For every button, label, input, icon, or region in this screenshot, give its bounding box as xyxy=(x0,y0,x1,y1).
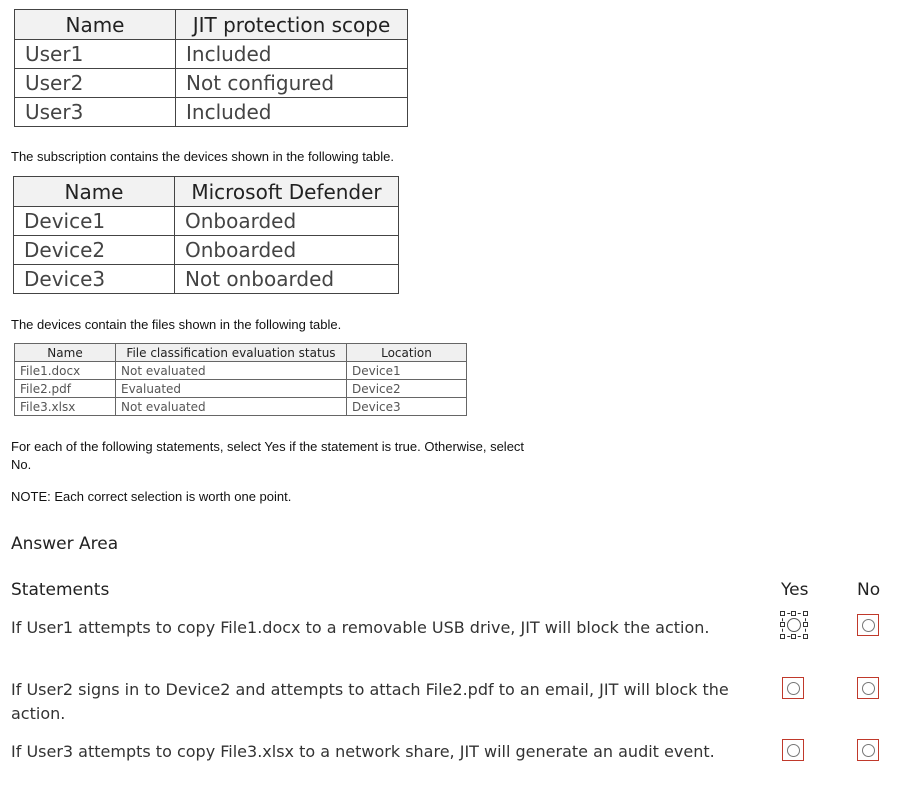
statement-1-yes-radio[interactable] xyxy=(780,611,808,639)
statement-2-no-radio[interactable] xyxy=(857,677,879,699)
column-header: Name xyxy=(15,344,116,362)
table-cell: Not evaluated xyxy=(116,362,347,380)
table-cell: Device2 xyxy=(14,236,175,265)
table-row xyxy=(14,236,399,265)
table-row xyxy=(14,265,399,294)
no-header: No xyxy=(857,580,881,600)
table-cell: Not onboarded xyxy=(175,265,399,294)
table-cell: Included xyxy=(176,98,408,127)
table-row xyxy=(15,69,408,98)
table-cell: Not configured xyxy=(176,69,408,98)
resize-handle xyxy=(780,634,785,639)
resize-handle xyxy=(791,634,796,639)
note-text: NOTE: Each correct selection is worth one point. xyxy=(11,489,292,504)
column-header: Microsoft Defender xyxy=(175,177,399,207)
users-table xyxy=(14,9,408,127)
column-header: Name xyxy=(15,10,176,40)
table-header-row xyxy=(14,177,399,207)
column-header: File classification evaluation status xyxy=(116,344,347,362)
table-cell: Device1 xyxy=(347,362,467,380)
table-cell: User2 xyxy=(15,69,176,98)
table-row xyxy=(15,98,408,127)
statement-3-no-radio[interactable] xyxy=(857,739,879,761)
table-cell: Device1 xyxy=(14,207,175,236)
table-cell: Device3 xyxy=(347,398,467,416)
table-cell: Evaluated xyxy=(116,380,347,398)
resize-handle xyxy=(780,622,785,627)
table-cell: File2.pdf xyxy=(15,380,116,398)
statement-3-yes-radio[interactable] xyxy=(782,739,804,761)
table-cell: File3.xlsx xyxy=(15,398,116,416)
table-cell: Onboarded xyxy=(175,207,399,236)
table-row xyxy=(14,207,399,236)
table-cell: Included xyxy=(176,40,408,69)
radio-circle-icon xyxy=(787,744,800,757)
resize-handle xyxy=(803,622,808,627)
table-row xyxy=(15,380,467,398)
statement-3: If User3 attempts to copy File3.xlsx to a network share, JIT will generate an audit event. xyxy=(11,742,715,761)
radio-circle-icon xyxy=(862,682,875,695)
resize-handle xyxy=(803,634,808,639)
column-header: Name xyxy=(14,177,175,207)
table-cell: Device3 xyxy=(14,265,175,294)
resize-handle xyxy=(780,611,785,616)
column-header: Location xyxy=(347,344,467,362)
resize-handle xyxy=(803,611,808,616)
statement-1: If User1 attempts to copy File1.docx to a removable USB drive, JIT will block the action. xyxy=(11,618,710,637)
answer-area-title: Answer Area xyxy=(11,534,119,554)
instructions-line2: No. xyxy=(11,457,32,472)
yes-header: Yes xyxy=(781,580,809,600)
table-cell: Onboarded xyxy=(175,236,399,265)
devices-table xyxy=(13,176,399,294)
table-row xyxy=(15,398,467,416)
radio-circle-icon xyxy=(862,744,875,757)
statements-header: Statements xyxy=(11,580,110,600)
table-row xyxy=(15,362,467,380)
radio-circle-icon xyxy=(787,682,800,695)
files-caption: The devices contain the files shown in the following table. xyxy=(11,317,342,332)
resize-handle xyxy=(791,611,796,616)
table-cell: User3 xyxy=(15,98,176,127)
table-header-row xyxy=(15,10,408,40)
statement-2: If User2 signs in to Device2 and attempts to attach File2.pdf to an email, JIT will block the action. xyxy=(11,680,729,723)
statement-2-yes-radio[interactable] xyxy=(782,677,804,699)
table-row xyxy=(15,40,408,69)
table-cell: File1.docx xyxy=(15,362,116,380)
files-table xyxy=(14,343,467,416)
statement-1-no-radio[interactable] xyxy=(857,614,879,636)
radio-circle-icon xyxy=(787,618,801,632)
column-header: JIT protection scope xyxy=(176,10,408,40)
table-cell: Device2 xyxy=(347,380,467,398)
instructions-line1: For each of the following statements, select Yes if the statement is true. Otherwise, select xyxy=(11,439,525,454)
table-header-row xyxy=(15,344,467,362)
radio-circle-icon xyxy=(862,619,875,632)
table-cell: User1 xyxy=(15,40,176,69)
devices-caption: The subscription contains the devices shown in the following table. xyxy=(11,149,394,164)
table-cell: Not evaluated xyxy=(116,398,347,416)
